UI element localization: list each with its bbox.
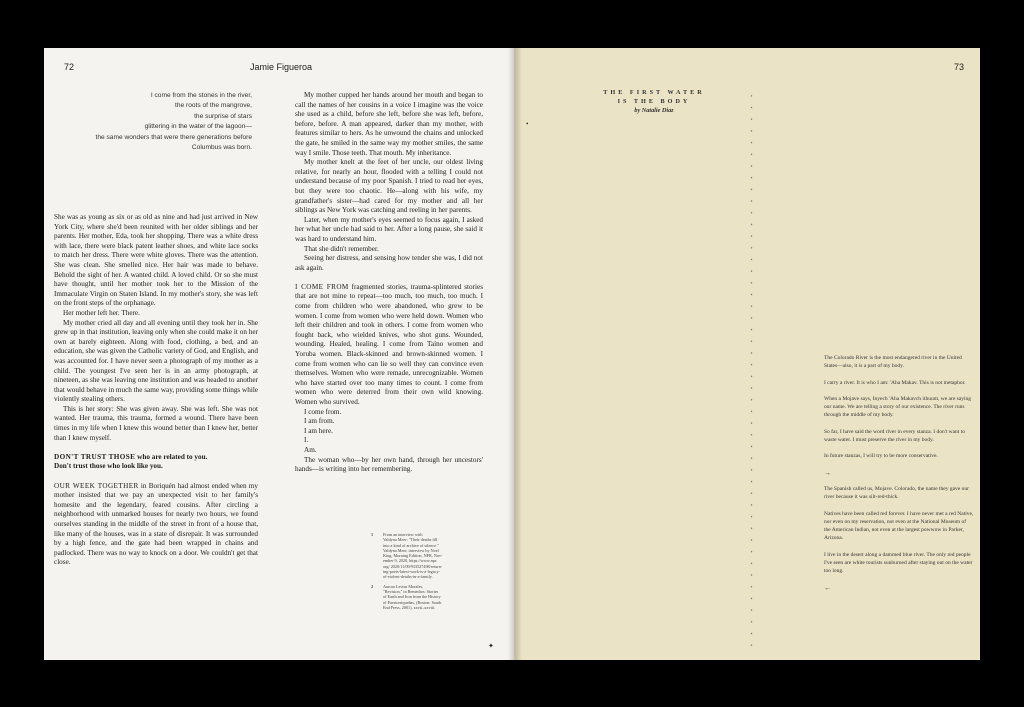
heading-rest: who are related to you. xyxy=(135,452,208,461)
epigraph xyxy=(90,91,252,153)
footnote xyxy=(371,584,481,610)
footnote-line: of-violent-deaths-in-a-family. xyxy=(383,574,433,580)
footnote-line: org/ 2020/11/09/933527498/return- xyxy=(383,563,443,569)
epigraph-line: I come from the stones in the river, xyxy=(150,92,252,99)
paragraph: Seeing her distress, and sensing how tender she was, I did not ask again. xyxy=(295,254,483,272)
section-heading xyxy=(54,453,258,463)
poem-stanza: So far, I have said the word river in every stanza. I don't want to waste water. I must preserve the river in my body. xyxy=(824,428,965,444)
lead-in-caps: OUR WEEK TOGETHER xyxy=(54,481,139,490)
footnote-line: Valdyna Meer: "Their deaths fill xyxy=(383,537,438,543)
right-page xyxy=(514,48,980,660)
poem-stanza: The Spanish called us, Mojave. Colorado, the name they gave our river because it was silt-red-thick. xyxy=(824,485,969,501)
dotted-divider xyxy=(750,90,753,650)
bullet-mark-icon: • xyxy=(526,120,529,128)
paragraph: This is her story: She was given away. She was left. She was not wanted. Her trauma, this trauma, formed a wound. There have been times in my life when I knew this wound better than I knew her, better than I knew myself. xyxy=(54,404,258,442)
footnote-line: into a kind of archive of silence." xyxy=(383,542,439,548)
poem-stanza: Natives have been called red forever. I have never met a red Native, nor even on my reservation, not even at the National Museum of the American Indian, not even at the largest powwow in Parker, Arizona. xyxy=(824,510,974,542)
footnote-number: 1 xyxy=(371,532,374,537)
short-line: I come from. xyxy=(304,407,342,416)
poem-stanza: When a Mojave says, Inyech 'Aha Makavch ithuum, we are saying our name. We are telling a story of our existence. The river runs through the middle of my body. xyxy=(824,395,971,419)
body-column-1 xyxy=(54,213,258,568)
poem-title-block xyxy=(584,88,724,116)
running-head: Jamie Figueroa xyxy=(250,62,313,72)
epigraph-line: glittering in the water of the lagoon— xyxy=(144,123,252,131)
footnote-line: End Press, 2001), xxvii–xxviii. xyxy=(383,604,436,610)
paragraph xyxy=(295,283,483,408)
short-line: I am here. xyxy=(304,426,333,435)
page-number-right: 73 xyxy=(953,62,964,72)
footnote-line: Aurora Levins Morales, xyxy=(383,583,424,589)
poem-stanza: In future stanzas, I will try to be more conservative. xyxy=(824,453,938,460)
poem-stanza: The Colorado River is the most endangered river in the United States—also, it is a part of my body. xyxy=(824,355,962,370)
epigraph-line: the surprise of stars xyxy=(194,112,252,120)
epigraph-line: Columbus was born. xyxy=(191,144,252,152)
footnote-line: ember 9, 2020, https://www.npr. xyxy=(383,558,438,564)
short-line: Am. xyxy=(304,445,317,454)
poem-byline: by Natalie Diaz xyxy=(634,107,674,114)
paragraph: That she didn't remember. xyxy=(304,244,379,253)
body-column-2 xyxy=(295,91,483,475)
footnote-line: of Puertorriqueñas, (Boston: South xyxy=(383,599,442,605)
footnotes xyxy=(371,532,481,614)
arrow-left-icon: ← xyxy=(824,583,831,592)
paragraph xyxy=(54,482,258,568)
paragraph: My mother cupped her hands around her mouth and began to call the names of her cousins in a voice I imagine was the voice she used as a child, before she left, before she was left, before, before, before. A man appeared, darker than my mother, with features similar to hers. As he unwound the chains and unlocked the gate, he smiled in the same way my mother smiles, the same way I smile. Those teeth. That mouth. My inheritance. xyxy=(295,91,483,157)
paragraph-text: fragmented stories, trauma-splintered stories that are not mine to repeat—too much, too much, too much. I come from children who were abandoned, who grew to be women. I come from women who were held down. Women who left their children and took in others. I come from women who fought back, who wielded knives, who shot guns. Wounded, wounding. Healed, healing. I come from Taíno women and Yoruba women. Black-skinned and brown-skinned women. I come from women who can lie so well they can convince even themselves. Women who were remade, unrecognizable. Women who have started over too many times to count. I come from women who were deterred from their own wild knowing. Women who survived. xyxy=(295,282,483,406)
poem-title-line2: IS THE BODY xyxy=(617,98,691,105)
paragraph: My mother knelt at the feet of her uncle, our oldest living relative, for nearly an hour, flooded with a telling I could not understand because of my poor Spanish. I tried to read her eyes, but they were too chaotic. He—along with his wife, my grandfather's sister—had cared for my mother and all her siblings as New York was catching and reeling in her parents. xyxy=(295,158,483,215)
footnote-line: From an interview with xyxy=(383,532,423,537)
paragraph: Her mother left her. There. xyxy=(63,308,140,317)
lead-in-caps: I COME FROM xyxy=(295,282,349,291)
poem-body xyxy=(824,354,974,600)
epigraph-line: the same wonders that were there generations before xyxy=(95,133,252,141)
short-line: I am from. xyxy=(304,417,335,426)
book-gutter xyxy=(508,48,522,660)
footnote-line: of Earth and Iron from the History xyxy=(383,594,441,600)
footnote xyxy=(371,532,481,580)
footnote-line: "Revision," in Remedios: Stories xyxy=(383,588,439,594)
paragraph: My mother cried all day and all evening until they took her in. She grew up in that institution, leaving only when she could make it on her own at barely eighteen. Along with food, clothing, a bed, and an education, she was given the Catholic variety of God, and English, and was accounted for. I have never seen a photograph of my mother as a child. The youngest I've seen her is in an army photograph, at nineteen, as she was leaving one institution and was headed to another that would behave in much the same way, providing some things while violently stealing others. xyxy=(54,318,258,404)
left-page xyxy=(44,48,514,660)
footnote-line: ing-poets-latest-work-is-a-legacy- xyxy=(383,569,440,575)
poem-stanza: I live in the desert along a dammed blue river. The only red people I've seen are white tourists sunburned after staying out on the water too long. xyxy=(824,551,973,575)
paragraph: The woman who—by her own hand, through her uncestors' hands—is writing into her remembering. xyxy=(295,455,483,474)
short-line: I. xyxy=(304,436,309,445)
end-mark-icon: ✦ xyxy=(488,642,494,650)
paragraph-text: in Boriquén had almost ended when my mother insisted that we pay an unexpected visit to her family's homesite and the legendary, feared cousins. After circling a neighborhood with unmarked houses for nearly two hours, we found ourselves standing in the middle of the street in front of a house that, like many of the houses, was in a state of disrepair. It was surrounded by a high fence, and the gate had been wrapped in chains and padlocked. There was no way to knock on a door. We couldn't get that close. xyxy=(54,481,258,567)
paragraph: Later, when my mother's eyes seemed to focus again, I asked her what her uncle had said to her. After a long pause, she said it was hard to understand him. xyxy=(295,215,483,243)
page-number-left: 72 xyxy=(64,62,75,72)
footnote-line: Valdyna Meer, interview by Noel xyxy=(383,547,439,553)
poem-title-line1: THE FIRST WATER xyxy=(603,89,705,96)
arrow-right-icon: → xyxy=(824,468,831,477)
section-heading-line2: Don't trust those who look like you. xyxy=(54,462,163,471)
epigraph-line: the roots of the mangrove, xyxy=(175,102,252,110)
poem-stanza: I carry a river. It is who I am: 'Aha Makav. This is not metaphor. xyxy=(824,379,966,386)
footnote-line: King, Morning Edition, NPR, Nov- xyxy=(383,553,443,559)
footnote-number: 2 xyxy=(371,583,374,589)
heading-caps: DON'T TRUST THOSE xyxy=(54,452,136,461)
paragraph: She was as young as six or as old as nine and had just arrived in New York City, where she'd been reunited with her older siblings and her parents. Her mother, Eda, took her shopping. There was a white dress with lace, there were black patent leather shoes, and white lace socks to match her dress. There were white gloves. There was the attention. She was clean. She smelled nice. Her hair was made to behave. Behold the sight of her. A wanted child. A loved child. Or so she must have thought, until her mother took her to the Mission of the Immaculate Virgin on Staten Island. In my mother's story, she was left on the front steps of the orphanage. xyxy=(54,213,258,308)
